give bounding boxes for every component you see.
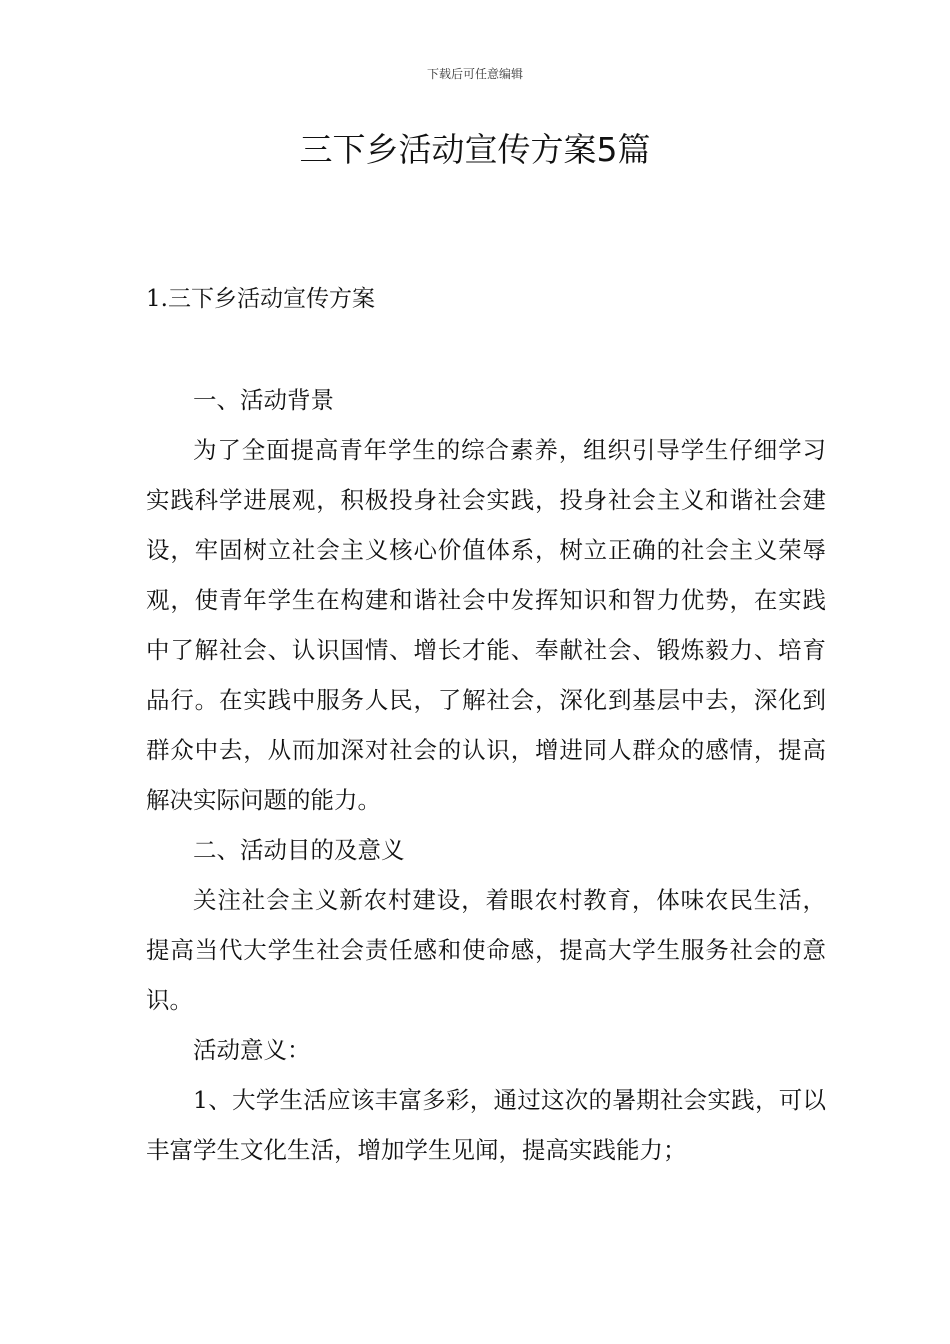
document-title: 三下乡活动宣传方案5篇: [299, 130, 651, 169]
subheading-purpose: 二、活动目的及意义: [193, 836, 405, 864]
paragraph-significance-1: 1、大学生活应该丰富多彩，通过这次的暑期社会实践，可以丰富学生文化生活，增加学生见闻，提高实践能力；: [146, 1086, 826, 1164]
document-body: [146, 375, 826, 1175]
subheading-background: 一、活动背景: [193, 386, 334, 414]
paragraph-purpose: 关注社会主义新农村建设，着眼农村教育，体味农民生活，提高当代大学生社会责任感和使命感，提高大学生服务社会的意识。: [146, 886, 826, 1014]
paragraph-background: 为了全面提高青年学生的综合素养，组织引导学生仔细学习实践科学进展观，积极投身社会实践，投身社会主义和谐社会建设，牢固树立社会主义核心价值体系，树立正确的社会主义荣辱观，使青年学生在构建和谐社会中发挥知识和智力优势，在实践中了解社会、认识国情、增长才能、奉献社会、锻炼毅力、培育品行。在实践中服务人民，了解社会，深化到基层中去，深化到群众中去，从而加深对社会的认识，增进同人群众的感情，提高解决实际问题的能力。: [146, 436, 826, 814]
subheading-significance: 活动意义：: [193, 1036, 311, 1064]
page-header-note: 下载后可任意编辑: [426, 67, 523, 81]
section-heading: 1.三下乡活动宣传方案: [146, 286, 375, 312]
